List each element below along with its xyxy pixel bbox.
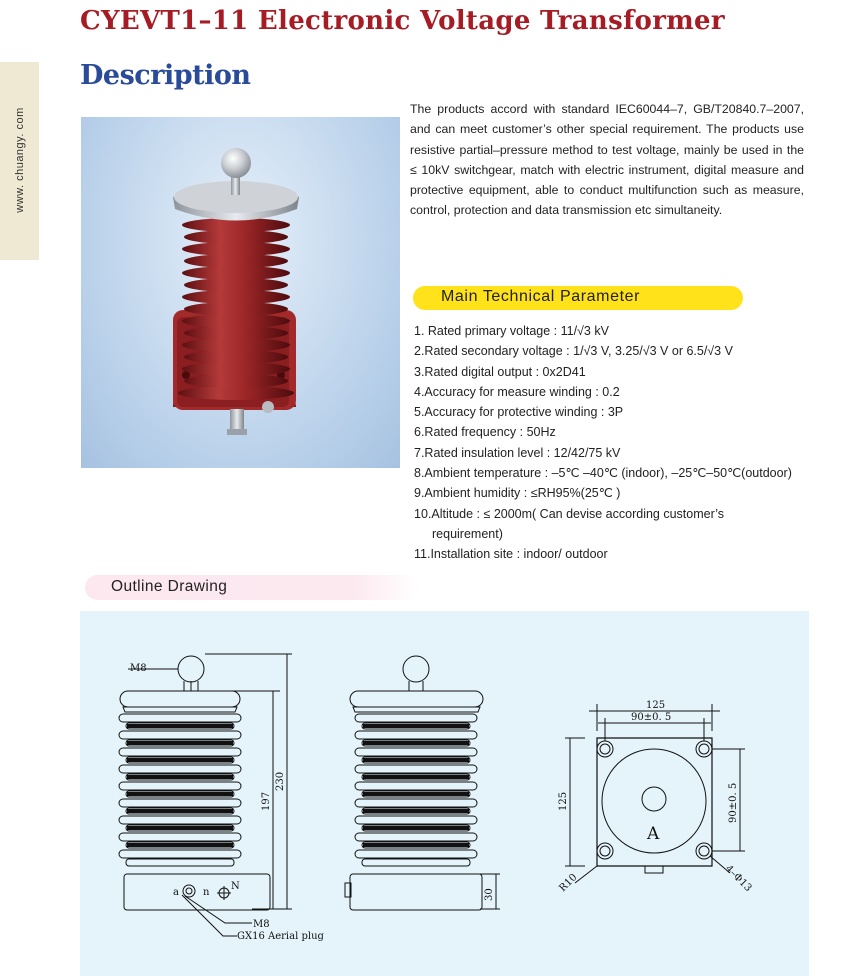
outline-heading-pill bbox=[85, 575, 419, 600]
param-item-continued: requirement) bbox=[432, 526, 503, 541]
side-url: www. chuangy. com bbox=[14, 107, 26, 213]
label-term-n: n bbox=[203, 887, 210, 898]
param-item: 8.Ambient temperature : –5℃ –40℃ (indoor), –25℃–50℃(outdoor) bbox=[414, 466, 792, 481]
label-m8-bottom: M8 bbox=[253, 919, 270, 930]
param-item: 2.Rated secondary voltage : 1/√3 V, 3.25/√3 V or 6.5/√3 V bbox=[414, 344, 733, 359]
param-heading-pill bbox=[413, 286, 743, 310]
label-m8-top: M8 bbox=[130, 663, 147, 674]
description-text: The products accord with standard IEC60044–7, GB/T20840.7–2007, and can meet customer’s other special requirement. The products use resistive partial–pressure method to test voltage, mainly be used in the ≤ 10kV switchgear, match with electric instrument, digital measure and protective equipment, able to conduct multifunction such as measure, control, protection and data transmission etc simultaneity. bbox=[410, 102, 804, 218]
label-dim-125-left: 125 bbox=[558, 791, 569, 811]
page-title: CYEVT1–11 Electronic Voltage Transformer bbox=[80, 6, 725, 36]
param-item: 6.Rated frequency : 50Hz bbox=[414, 425, 556, 440]
label-dim-125-top: 125 bbox=[646, 700, 666, 711]
label-term-N: N bbox=[231, 881, 240, 892]
label-dim-90-right: 90±0. 5 bbox=[728, 782, 739, 823]
label-dim-230: 230 bbox=[275, 771, 286, 791]
label-holes: 4–Φ13 bbox=[722, 863, 754, 894]
param-item: 9.Ambient humidity : ≤RH95%(25℃ ) bbox=[414, 486, 621, 501]
label-r10: R10 bbox=[557, 872, 580, 895]
param-heading: Main Technical Parameter bbox=[441, 288, 641, 305]
label-dim-197: 197 bbox=[261, 791, 272, 811]
param-item: 1. Rated primary voltage : 11/√3 kV bbox=[414, 324, 609, 338]
section-heading: Description bbox=[80, 60, 251, 91]
transformer-illustration bbox=[81, 117, 400, 468]
label-dim-90-top: 90±0. 5 bbox=[631, 712, 672, 723]
label-letter-a: A bbox=[647, 824, 660, 844]
parameter-list bbox=[414, 321, 792, 565]
label-dim-30: 30 bbox=[484, 888, 495, 901]
param-item: 7.Rated insulation level : 12/42/75 kV bbox=[414, 445, 621, 460]
param-item: 10.Altitude : ≤ 2000m( Can devise according customer’s bbox=[414, 506, 725, 521]
top-view bbox=[565, 704, 745, 883]
label-plug: GX16 Aerial plug bbox=[237, 931, 324, 942]
param-item: 4.Accuracy for measure winding : 0.2 bbox=[414, 384, 620, 399]
outline-drawing bbox=[80, 611, 809, 976]
param-item: 11.Installation site : indoor/ outdoor bbox=[414, 547, 608, 562]
ribs bbox=[178, 218, 294, 400]
product-photo bbox=[81, 117, 400, 468]
param-item: 3.Rated digital output : 0x2D41 bbox=[414, 364, 586, 379]
label-term-a: a bbox=[173, 887, 179, 898]
param-item: 5.Accuracy for protective winding : 3P bbox=[414, 405, 624, 420]
outline-heading: Outline Drawing bbox=[111, 578, 228, 595]
side-view bbox=[345, 656, 500, 910]
